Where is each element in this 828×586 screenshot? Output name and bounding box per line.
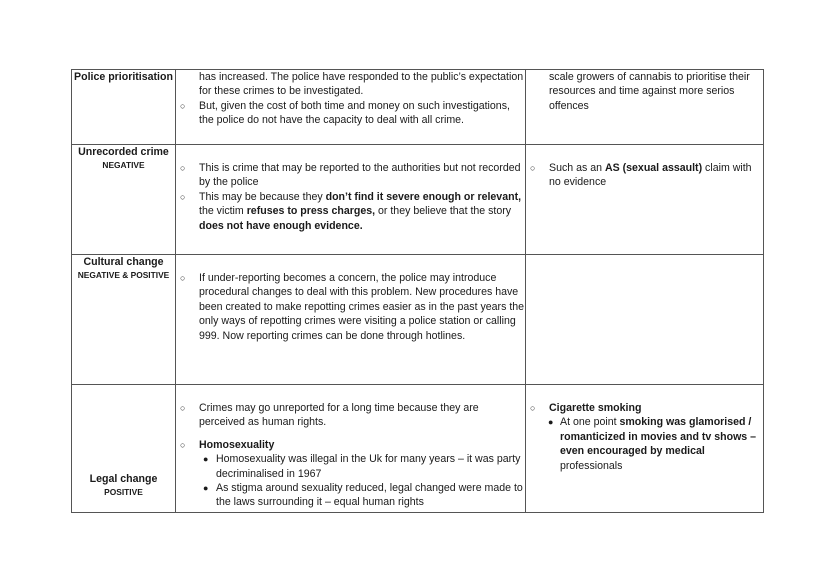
hollow-bullet-icon: ○ xyxy=(180,191,186,202)
topic-title: Unrecorded crime xyxy=(78,146,169,158)
table-row xyxy=(72,255,764,385)
table-row xyxy=(72,70,764,145)
table-row xyxy=(72,385,764,513)
notes-table xyxy=(71,69,764,513)
bullet-dot-icon: ● xyxy=(548,417,554,428)
example-cell xyxy=(526,255,764,385)
topic-title: Police prioritisation xyxy=(74,71,173,83)
list-item: ○ Crimes may go unreported for a long time because they are perceived as human rights. xyxy=(180,402,479,429)
list-item: ○ But, given the cost of both time and money on such investigations, the police do not have the capacity to deal with all crime. xyxy=(180,99,510,127)
example-cell xyxy=(526,385,764,513)
list-item: ○ This may be because they don’t find it severe enough or relevant, the victim refuses to press charges, or they believe that the story does not have enough evidence. xyxy=(180,190,522,232)
hollow-bullet-icon: ○ xyxy=(180,163,186,173)
table-row xyxy=(72,145,764,255)
topic-cell xyxy=(72,70,176,145)
list-item: ○ Homosexuality xyxy=(180,438,275,451)
topic-tag: NEGATIVE & POSITIVE xyxy=(77,270,170,281)
detail-cell xyxy=(176,145,526,255)
topic-cell xyxy=(72,145,176,255)
example-cell xyxy=(526,70,764,145)
bullet-dot-icon: ● xyxy=(203,454,209,465)
hollow-bullet-icon: ○ xyxy=(530,403,536,413)
list-item: ○ Such as an AS (sexual assault) claim with no evidence xyxy=(530,162,752,189)
detail-cell xyxy=(176,255,526,385)
topic-title: Cultural change xyxy=(83,256,164,268)
hollow-bullet-icon: ○ xyxy=(180,439,186,450)
topic-title: Legal change xyxy=(89,472,158,485)
sub-list-item: ● As stigma around sexuality reduced, legal changed were made to the laws surrounding it – equal human rights xyxy=(203,482,523,509)
list-item: ○ If under-reporting becomes a concern, the police may introduce procedural changes to deal with this problem. New procedures have been created to make repotting crimes easier as in the past years the only ways of repotting crimes were visiting a police station or calling 999. Now reporting crimes can be done through hotlines. xyxy=(180,272,525,342)
detail-cell xyxy=(176,385,526,513)
example-cell xyxy=(526,145,764,255)
hollow-bullet-icon: ○ xyxy=(530,163,536,173)
sub-list-item: ● At one point smoking was glamorised / romanticized in movies and tv shows – even encouraged by medical professionals xyxy=(548,416,757,472)
continued-text: has increased. The police have responded to the public’s expectation for these crimes to be investigated. xyxy=(199,71,524,98)
hollow-bullet-icon: ○ xyxy=(180,273,186,283)
continued-text: scale growers of cannabis to prioritise their resources and time against more serios offences xyxy=(549,71,750,112)
sub-list-item: ● Homosexuality was illegal in the Uk for many years – it was party decriminalised in 1967 xyxy=(203,453,521,480)
list-item: ○ Cigarette smoking xyxy=(530,402,642,414)
topic-cell xyxy=(72,385,176,513)
bullet-dot-icon: ● xyxy=(203,483,209,494)
topic-tag: NEGATIVE xyxy=(102,160,145,171)
hollow-bullet-icon: ○ xyxy=(180,100,186,111)
topic-cell xyxy=(72,255,176,385)
list-item: ○ This is crime that may be reported to the authorities but not recorded by the police xyxy=(180,162,521,189)
topic-tag: POSITIVE xyxy=(104,487,143,497)
hollow-bullet-icon: ○ xyxy=(180,403,186,413)
detail-cell xyxy=(176,70,526,145)
